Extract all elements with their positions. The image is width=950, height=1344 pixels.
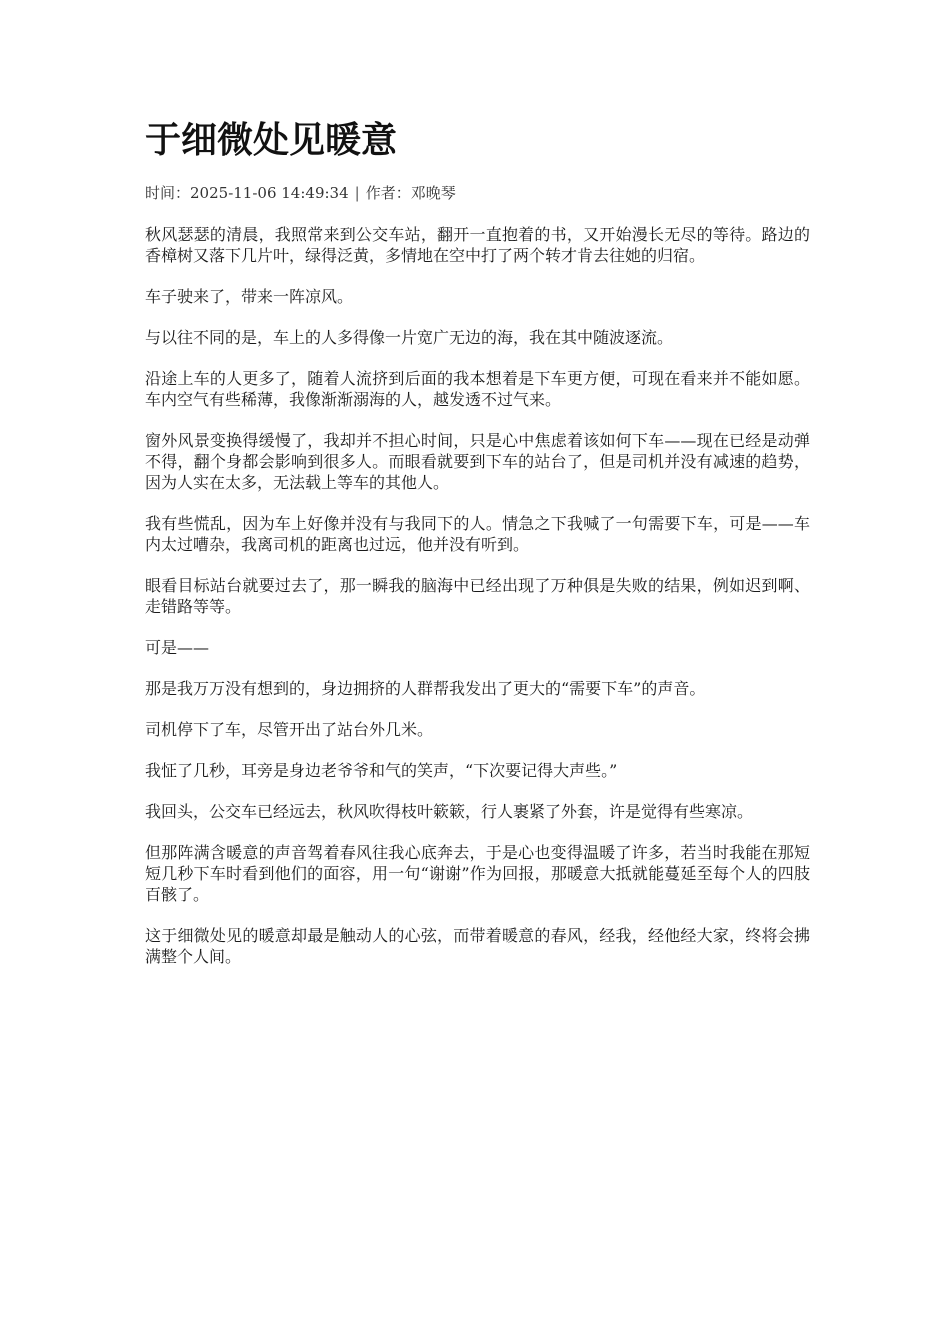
- article: [145, 112, 810, 987]
- time-label: 时间：: [145, 184, 191, 202]
- paragraph: 可是——: [145, 638, 210, 657]
- paragraph: 我有些慌乱，因为车上好像并没有与我同下的人。情急之下我喊了一句需要下车，可是——车内太过嘈杂，我离司机的距离也过远，他并没有听到。: [145, 514, 810, 554]
- time-value: 2025-11-06 14:49:34: [190, 184, 349, 202]
- article-title: 于细微处见暖意: [145, 119, 398, 161]
- paragraph: 但那阵满含暖意的声音驾着春风往我心底奔去，于是心也变得温暖了许多，若当时我能在那短短几秒下车时看到他们的面容，用一句“谢谢”作为回报，那暖意大抵就能蔓延至每个人的四肢百骸了。: [145, 843, 810, 904]
- paragraph: 与以往不同的是，车上的人多得像一片宽广无边的海，我在其中随波逐流。: [145, 328, 674, 347]
- paragraph: 眼看目标站台就要过去了，那一瞬我的脑海中已经出现了万种俱是失败的结果，例如迟到啊、走错路等等。: [145, 576, 810, 616]
- article-body: [145, 224, 810, 967]
- article-meta: [145, 182, 810, 204]
- paragraph: 司机停下了车，尽管开出了站台外几米。: [145, 720, 434, 739]
- paragraph: 这于细微处见的暖意却最是触动人的心弦，而带着暖意的春风，经我，经他经大家，终将会拂满整个人间。: [145, 926, 810, 966]
- paragraph: 沿途上车的人更多了，随着人流挤到后面的我本想着是下车更方便，可现在看来并不能如愿。车内空气有些稀薄，我像渐渐溺海的人，越发透不过气来。: [145, 369, 810, 409]
- paragraph: 那是我万万没有想到的，身边拥挤的人群帮我发出了更大的“需要下车”的声音。: [145, 679, 706, 698]
- paragraph: 窗外风景变换得缓慢了，我却并不担心时间，只是心中焦虑着该如何下车——现在已经是动弹不得，翻个身都会影响到很多人。而眼看就要到下车的站台了，但是司机并没有减速的趋势，因为人实在太多，无法载上等车的其他人。: [145, 431, 810, 492]
- author-label: 作者：: [365, 184, 411, 202]
- paragraph: 车子驶来了，带来一阵凉风。: [145, 287, 354, 306]
- paragraph: 秋风瑟瑟的清晨，我照常来到公交车站，翻开一直抱着的书，又开始漫长无尽的等待。路边的香樟树又落下几片叶，绿得泛黄，多情地在空中打了两个转才肯去往她的归宿。: [145, 225, 810, 265]
- paragraph: 我回头，公交车已经远去，秋风吹得枝叶簌簌，行人裹紧了外套，许是觉得有些寒凉。: [145, 802, 754, 821]
- author-value: 邓晚琴: [410, 184, 456, 202]
- meta-separator: |: [354, 184, 360, 202]
- paragraph: 我怔了几秒，耳旁是身边老爷爷和气的笑声，“下次要记得大声些。”: [145, 761, 618, 780]
